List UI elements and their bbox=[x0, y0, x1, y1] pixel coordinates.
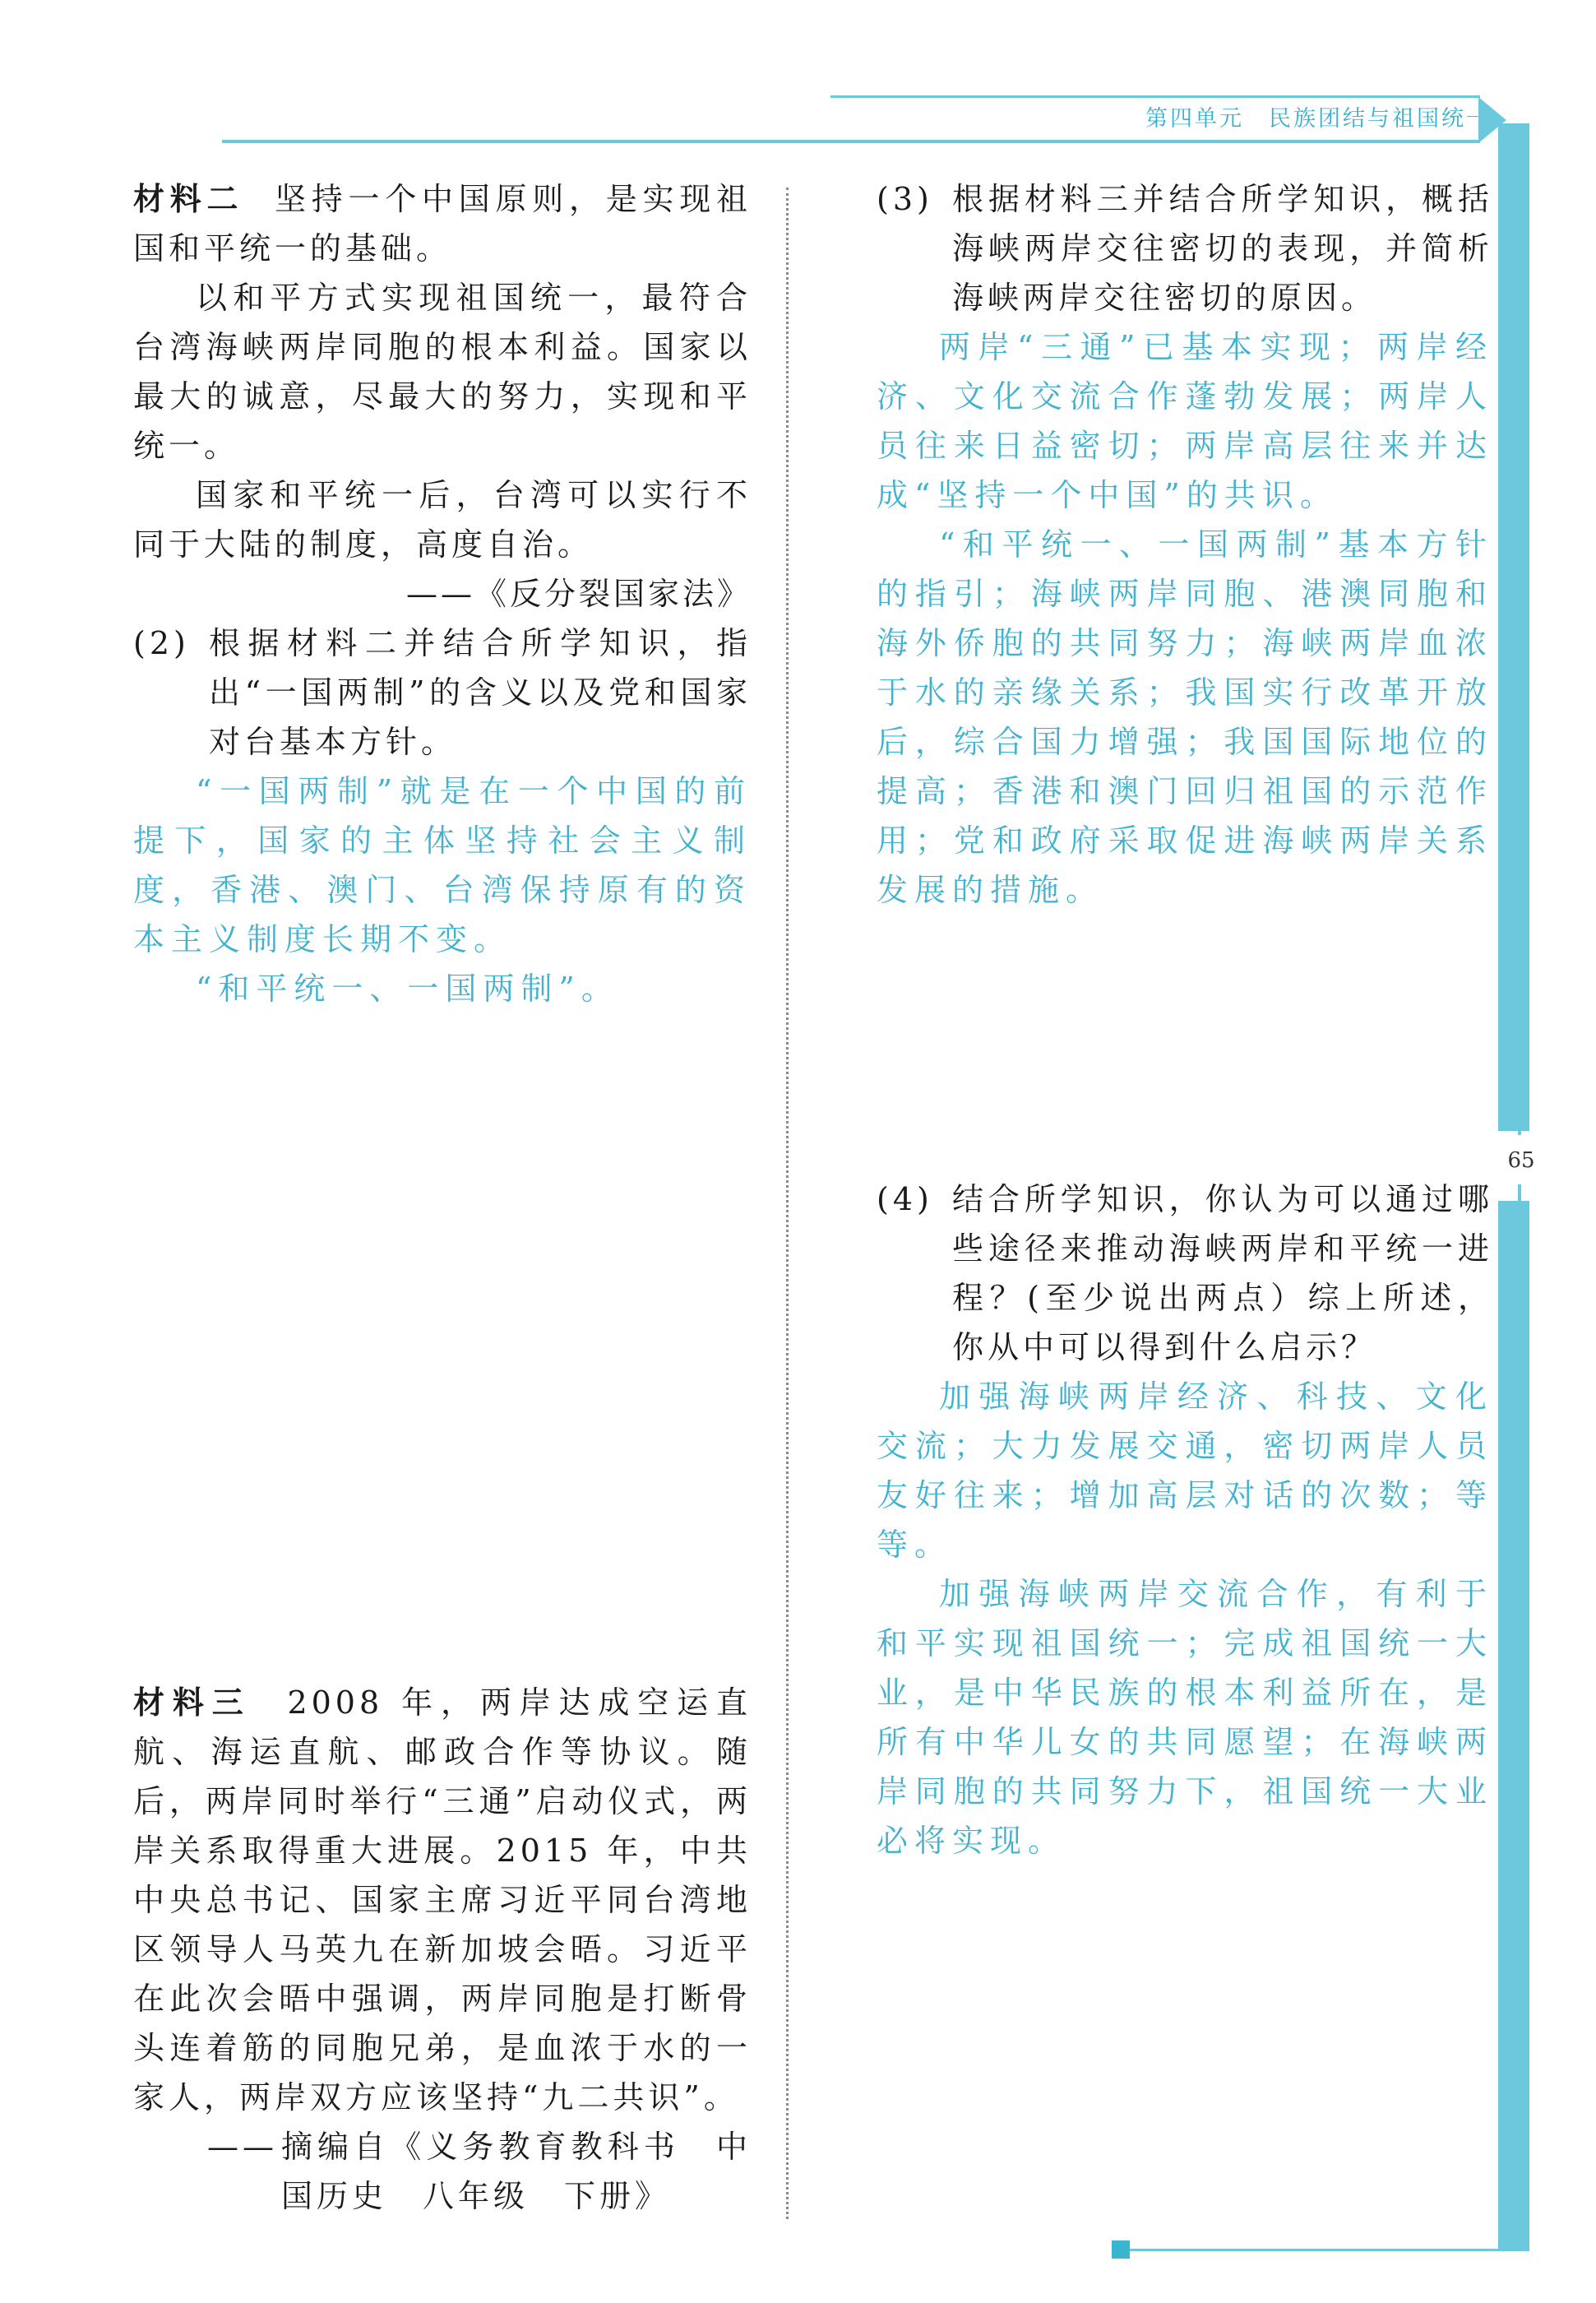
header-rule-short bbox=[830, 95, 1480, 98]
material-two bbox=[133, 174, 752, 273]
footer-square-icon bbox=[1112, 2240, 1130, 2259]
unit-title: 第四单元 民族团结与祖国统一 bbox=[1145, 106, 1491, 132]
material-three-source bbox=[207, 2122, 752, 2221]
margin-bar-top bbox=[1498, 123, 1529, 1131]
material-three-text: 2008 年，两岸达成空运直航、海运直航、邮政合作等协议。随后，两岸同时举行“三通”启动仪式，两岸关系取得重大进展。2015 年，中共中央总书记、国家主席习近平同台湾地区领导人马英九在新加坡会晤。习近平在此次会晤中强调，两岸同胞是打断骨头连着筋的同胞兄弟，是血浓于水的一家人，两岸双方应该坚持“九二共识”。 bbox=[133, 1684, 752, 2115]
question-four-text: 结合所学知识，你认为可以通过哪些途径来推动海峡两岸和平统一进程？(至少说出两点）综上所述，你从中可以得到什么启示？ bbox=[952, 1181, 1493, 1365]
question-two-text: 根据材料二并结合所学知识，指出“一国两制”的含义以及党和国家对台基本方针。 bbox=[209, 625, 752, 760]
material-two-p2: 以和平方式实现祖国统一，最符合台湾海峡两岸同胞的根本利益。国家以最大的诚意，尽最大的努力，实现和平统一。 bbox=[133, 280, 752, 464]
question-four bbox=[877, 1175, 1493, 1372]
material-three-label: 材料三 bbox=[133, 1684, 252, 1721]
material-three bbox=[133, 1678, 752, 2122]
question-four-number: (4) bbox=[877, 1181, 933, 1217]
footer-rule bbox=[1126, 2249, 1529, 2251]
material-two-label: 材料二 bbox=[133, 180, 244, 217]
question-two-answer-2: “和平统一、一国两制”。 bbox=[196, 971, 619, 1007]
question-three bbox=[877, 174, 1493, 322]
margin-bar-bottom bbox=[1498, 1201, 1529, 2250]
material-three-source-text: 摘编自《义务教育教科书 中国历史 八年级 下册》 bbox=[281, 2129, 752, 2214]
material-two-source: ——《反分裂国家法》 bbox=[405, 576, 752, 612]
left-column bbox=[133, 174, 752, 1013]
margin-line-bottom bbox=[1518, 1184, 1521, 2241]
right-column-bottom bbox=[877, 1175, 1493, 1865]
question-four-answer-1: 加强海峡两岸经济、科技、文化交流；大力发展交通，密切两岸人员友好往来；增加高层对话的次数；等等。 bbox=[877, 1379, 1493, 1563]
question-three-answer-1: 两岸“三通”已基本实现；两岸经济、文化交流合作蓬勃发展；两岸人员往来日益密切；两岸高层往来并达成“坚持一个中国”的共识。 bbox=[877, 329, 1493, 513]
question-two bbox=[133, 619, 752, 767]
material-three-block bbox=[133, 1678, 752, 2221]
margin-line-top bbox=[1518, 1102, 1521, 1135]
question-three-text: 根据材料三并结合所学知识，概括海峡两岸交往密切的表现，并简析海峡两岸交往密切的原因。 bbox=[952, 181, 1493, 316]
question-three-answer-2: “和平统一、一国两制”基本方针的指引；海峡两岸同胞、港澳同胞和海外侨胞的共同努力；海峡两岸血浓于水的亲缘关系；我国实行改革开放后，综合国力增强；我国国际地位的提高；香港和澳门回归祖国的示范作用；党和政府采取促进海峡两岸关系发展的措施。 bbox=[877, 526, 1493, 908]
material-two-p3: 国家和平统一后，台湾可以实行不同于大陆的制度，高度自治。 bbox=[133, 477, 752, 563]
page-number: 65 bbox=[1507, 1148, 1535, 1173]
header-rule-long bbox=[222, 140, 1480, 143]
question-three-number: (3) bbox=[877, 181, 933, 217]
material-two-p1: 坚持一个中国原则，是实现祖国和平统一的基础。 bbox=[133, 181, 752, 266]
question-two-answer-1: “一国两制”就是在一个中国的前提下，国家的主体坚持社会主义制度，香港、澳门、台湾保持原有的资本主义制度长期不变。 bbox=[133, 773, 752, 957]
question-four-answer-2: 加强海峡两岸交流合作，有利于和平实现祖国统一；完成祖国统一大业，是中华民族的根本利益所在，是所有中华儿女的共同愿望；在海峡两岸同胞的共同努力下，祖国统一大业必将实现。 bbox=[877, 1576, 1493, 1859]
material-three-source-dash: —— bbox=[207, 2129, 278, 2165]
question-two-number: (2) bbox=[133, 625, 190, 661]
right-column-top bbox=[877, 174, 1493, 915]
column-divider bbox=[786, 188, 789, 2219]
